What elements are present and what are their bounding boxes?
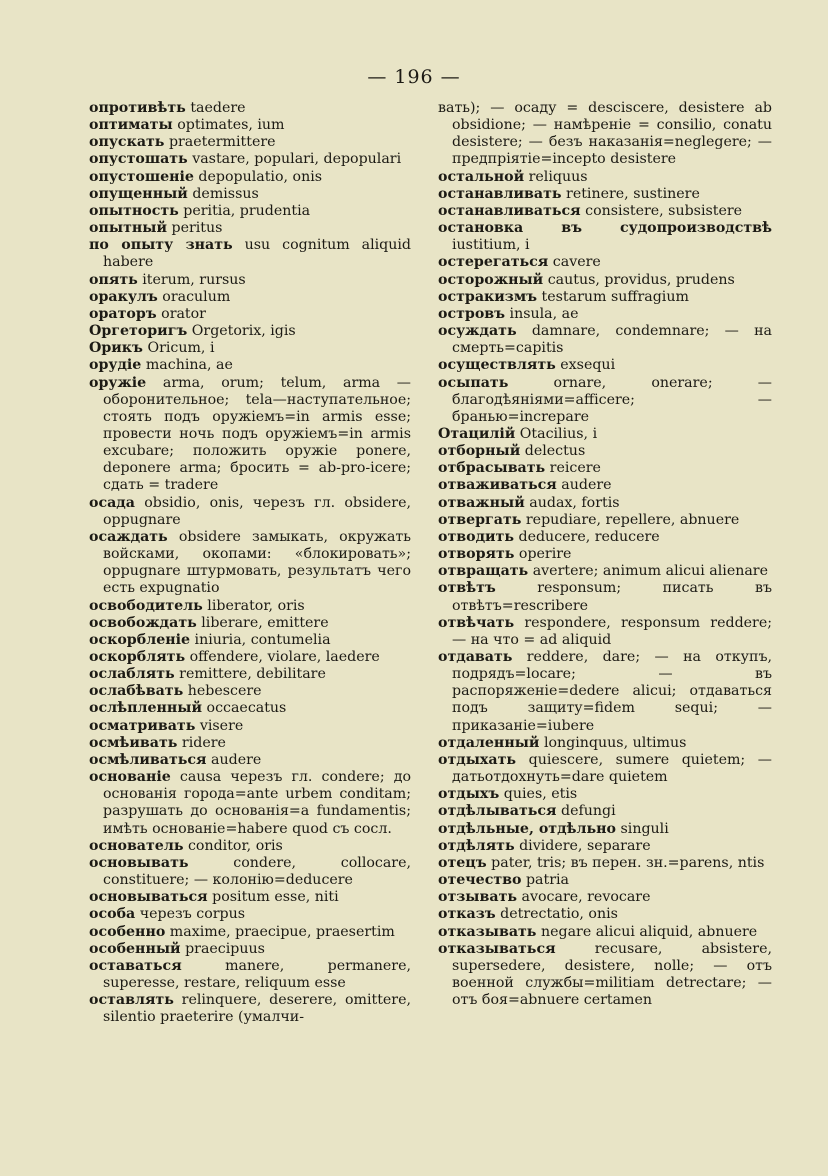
entry-headword: отдѣлять [438, 837, 515, 854]
entry-headword: отдыхать [438, 751, 517, 768]
entry-translation: exsequi [555, 357, 616, 374]
entry-headword: особа [89, 906, 136, 923]
dictionary-entry [438, 375, 772, 426]
entry-translation: hebescere [183, 683, 262, 700]
entry-translation: defungi [556, 803, 616, 820]
dictionary-entry [438, 357, 772, 374]
dictionary-entry [89, 649, 411, 666]
dictionary-entry [438, 786, 772, 803]
entry-headword: основаніе [89, 769, 171, 786]
entry-translation: longinquus, ultimus [539, 734, 687, 751]
entry-headword: остановка въ судопроизводствѣ [438, 220, 772, 237]
dictionary-entry [89, 495, 411, 529]
dictionary-entry [89, 289, 411, 306]
dictionary-entry [89, 958, 411, 992]
dictionary-entry [89, 529, 411, 598]
dictionary-entry [438, 941, 772, 1010]
entry-headword: Оргеторигъ [89, 323, 188, 340]
entry-translation: cavere [548, 254, 601, 271]
entry-translation: manere, permanere, superesse, restare, reliquum esse [103, 957, 411, 991]
entry-headword: осторожный [438, 271, 544, 288]
dictionary-entry [438, 272, 772, 289]
entry-headword: ораторъ [89, 305, 157, 322]
entry-headword: ослабѣвать [89, 683, 184, 700]
entry-headword: оружіе [89, 374, 147, 391]
entry-translation: arma, orum; telum, arma —оборонительное; tela—наступательное; стоять подъ оружіемъ=in armis esse; провести ночь подъ оружіемъ=in armis excubare; положить оружіе ponere, deponere arma; бросить = ab-pro-icere; сдать = tradere [103, 374, 411, 494]
entry-headword: отбрасывать [438, 460, 546, 477]
entry-headword: оскорблять [89, 649, 186, 665]
dictionary-entry [438, 289, 772, 306]
dictionary-entry [438, 563, 772, 580]
entry-headword: осмѣливаться [89, 751, 207, 768]
dictionary-entry [438, 580, 772, 614]
entry-headword: остракизмъ [438, 288, 538, 305]
entry-translation: optimates, ium [172, 117, 285, 134]
entry-translation: quiescere, sumere quietem; —датьотдохнуть=dare quietem [452, 751, 772, 786]
dictionary-entry [438, 615, 772, 649]
dictionary-entry [89, 357, 411, 374]
dictionary-entry [438, 186, 772, 203]
entry-headword: особенно [89, 923, 166, 940]
entry-translation: iniuria, contumelia [190, 631, 331, 648]
entry-headword: оставлять [89, 992, 174, 1009]
dictionary-entry [438, 546, 772, 563]
entry-translation: deducere, reducere [513, 528, 660, 545]
dictionary-entry [438, 529, 772, 546]
entry-headword: осада [89, 494, 135, 511]
entry-headword: опротивѣть [89, 100, 186, 116]
entry-translation: avocare, revocare [517, 889, 651, 906]
entry-headword: осыпать [438, 374, 509, 391]
entry-headword: опытный [89, 220, 167, 237]
entry-translation: iterum, rursus [137, 271, 246, 288]
entry-translation: positum esse, niti [207, 889, 339, 906]
entry-headword: остерегаться [438, 254, 549, 271]
entry-headword: осматривать [89, 717, 196, 734]
entry-translation: singuli [616, 820, 669, 837]
entry-translation: detrectatio, onis [495, 906, 618, 923]
entry-translation: вать); — осаду = desciscere, desistere ab obsidione; — намѣреніе = consilio, conatu desistere; — безъ наказанія=neglegere; — предпріятіе=incepto desistere [438, 100, 772, 168]
entry-translation: insula, ae [505, 305, 579, 322]
entry-translation: ridere [177, 734, 226, 751]
entry-headword: отдыхъ [438, 786, 500, 803]
entry-headword: отечество [438, 872, 522, 889]
entry-headword: опущенный [89, 185, 188, 202]
entry-translation: delectus [520, 443, 586, 460]
entry-translation: offendere, violare, laedere [185, 649, 380, 665]
entry-translation: peritia, prudentia [178, 202, 311, 219]
entry-headword: ослѣпленный [89, 700, 203, 717]
dictionary-entry [89, 323, 411, 340]
dictionary-entry [438, 443, 772, 460]
dictionary-entry [438, 306, 772, 323]
entry-translation: depopulatio, onis [193, 168, 323, 185]
entry-headword: отборный [438, 443, 521, 460]
entry-translation: respondere, responsum reddere; — на что = ad aliquid [452, 614, 772, 648]
entry-headword: отвѣтъ [438, 580, 496, 597]
entry-headword: отвергать [438, 511, 522, 528]
entry-headword: отводить [438, 528, 514, 545]
entry-headword: отвращать [438, 563, 529, 580]
entry-translation: operire [514, 546, 572, 563]
entry-headword: осуждать [438, 323, 517, 340]
dictionary-entry [438, 803, 772, 820]
entry-translation: taedere [185, 100, 246, 116]
entry-headword: основывать [89, 854, 189, 871]
dictionary-entry [89, 924, 411, 941]
entry-headword: орудіе [89, 357, 142, 374]
right-column [438, 100, 772, 1009]
entry-translation: maxime, praecipue, praesertim [165, 923, 395, 940]
entry-headword: осмѣивать [89, 734, 178, 751]
entry-headword: отзывать [438, 889, 518, 906]
entry-headword: отдѣлываться [438, 803, 557, 820]
dictionary-entry [89, 855, 411, 889]
entry-translation: Oricum, i [142, 340, 215, 357]
entry-headword: освобождать [89, 614, 197, 631]
entry-headword: опускать [89, 134, 165, 151]
entry-translation: retinere, sustinere [561, 185, 700, 202]
entry-translation: obsidere замыкать, окружать войсками, окопами: «блокировать»; oppugnare штурмовать, результатъ чего есть expugnatio [103, 528, 411, 597]
entry-translation: peritus [167, 220, 223, 237]
entry-translation: reddere, dare; — на откупъ, подрядъ=locare; — въ распоряженіе=dedere alicui; отдаваться подъ защиту=fidem sequi; — приказаніе=iubere [452, 649, 772, 734]
page-number: — 196 — [367, 66, 461, 88]
entry-translation: recusare, absistere, supersedere, desistere, nolle; — отъ военной службы=militiam detrectare; — отъ боя=abnuere certamen [452, 940, 772, 1009]
dictionary-entry [89, 100, 411, 117]
entry-headword: опустошать [89, 151, 188, 168]
dictionary-entry [438, 889, 772, 906]
dictionary-entry [89, 752, 411, 769]
dictionary-entry [438, 821, 772, 838]
dictionary-entry [438, 169, 772, 186]
entry-translation: obsidio, onis, черезъ гл. obsidere, oppugnare [103, 494, 411, 528]
entry-translation: relinquere, deserere, omittere, silentio praeterire (умалчи- [103, 992, 411, 1026]
dictionary-entry [89, 186, 411, 203]
entry-translation: visere [195, 717, 244, 734]
dictionary-entry [89, 117, 411, 134]
entry-translation: condere, collocare, constituere; — колонію=deducere [103, 854, 411, 889]
dictionary-entry [438, 924, 772, 941]
entry-headword: опять [89, 271, 138, 288]
entry-translation: orator [156, 305, 206, 322]
entry-headword: отецъ [438, 854, 487, 871]
entry-translation: repudiare, repellere, abnuere [521, 511, 740, 528]
entry-translation: usu cognitum aliquid habere [103, 237, 411, 271]
dictionary-entry [89, 666, 411, 683]
entry-translation: oraculum [157, 288, 231, 305]
entry-translation: черезъ corpus [135, 906, 246, 923]
entry-headword: опустошеніе [89, 168, 194, 185]
entry-translation: iustitium, i [452, 237, 530, 254]
dictionary-entry [438, 203, 772, 220]
entry-headword: островъ [438, 305, 506, 322]
dictionary-entry [89, 906, 411, 923]
entry-translation: demissus [187, 185, 259, 202]
entry-headword: основатель [89, 837, 184, 854]
dictionary-entry [438, 254, 772, 271]
entry-headword: ослаблять [89, 666, 175, 683]
entry-translation: conditor, oris [183, 837, 283, 854]
dictionary-entry [89, 992, 411, 1026]
dictionary-entry [89, 169, 411, 186]
dictionary-entry [438, 649, 772, 735]
entry-translation: responsum; писать въ отвѣтъ=rescribere [452, 580, 772, 614]
entry-translation: dividere, separare [514, 837, 651, 854]
entry-headword: отказываться [438, 940, 556, 957]
entry-headword: особенный [89, 940, 181, 957]
left-column [89, 100, 411, 1026]
dictionary-entry [89, 838, 411, 855]
dictionary-entry [89, 134, 411, 151]
entry-headword: отворять [438, 546, 515, 563]
entry-headword: Отацилій [438, 425, 516, 442]
entry-translation: Orgetorix, igis [187, 323, 296, 340]
dictionary-entry [89, 718, 411, 735]
entry-translation: negare alicui aliquid, abnuere [536, 923, 758, 940]
dictionary-entry [438, 460, 772, 477]
dictionary-entry [89, 220, 411, 237]
dictionary-entry [438, 100, 772, 169]
entry-headword: по опыту знать [89, 237, 233, 254]
dictionary-entry [89, 272, 411, 289]
entry-translation: praetermittere [164, 134, 276, 151]
entry-headword: останавливать [438, 185, 562, 202]
entry-translation: pater, tris; въ перен. зн.=parens, ntis [486, 854, 765, 871]
dictionary-entry [438, 220, 772, 254]
entry-translation: audere [206, 751, 262, 768]
entry-translation: testarum suffragium [537, 288, 689, 305]
entry-translation: occaecatus [202, 700, 287, 717]
entry-headword: отдѣльные, отдѣльно [438, 820, 616, 837]
dictionary-entry [438, 752, 772, 786]
entry-headword: оскорбленіе [89, 631, 191, 648]
entry-translation: machina, ae [141, 357, 233, 374]
dictionary-entry [438, 906, 772, 923]
entry-translation: cautus, providus, prudens [543, 271, 735, 288]
dictionary-entry [89, 735, 411, 752]
entry-headword: останавливаться [438, 202, 581, 219]
entry-headword: основываться [89, 889, 208, 906]
entry-headword: осаждать [89, 528, 168, 545]
entry-headword: отважный [438, 494, 525, 511]
dictionary-entry [89, 203, 411, 220]
entry-headword: остальной [438, 168, 525, 185]
entry-headword: оптиматы [89, 117, 173, 134]
entry-headword: оставаться [89, 957, 182, 974]
dictionary-entry [89, 340, 411, 357]
dictionary-entry [438, 512, 772, 529]
entry-translation: patria [521, 872, 569, 889]
entry-headword: осуществлять [438, 357, 556, 374]
dictionary-entry [438, 872, 772, 889]
entry-headword: отдавать [438, 649, 513, 665]
dictionary-entry [89, 683, 411, 700]
dictionary-entry [89, 375, 411, 495]
dictionary-entry [438, 477, 772, 494]
dictionary-entry [89, 769, 411, 838]
dictionary-entry [89, 632, 411, 649]
entry-translation: Otacilius, i [515, 425, 598, 442]
dictionary-entry [89, 237, 411, 271]
dictionary-entry [89, 598, 411, 615]
dictionary-entry [438, 735, 772, 752]
dictionary-entry [438, 323, 772, 357]
dictionary-entry [89, 306, 411, 323]
entry-translation: audax, fortis [524, 494, 620, 511]
entry-translation: reliquus [524, 168, 588, 185]
entry-headword: освободитель [89, 597, 203, 614]
entry-translation: damnare, condemnare; — на смерть=capitis [452, 323, 772, 357]
entry-headword: отвѣчать [438, 614, 515, 631]
dictionary-entry [438, 838, 772, 855]
entry-translation: consistere, subsistere [580, 202, 743, 219]
entry-translation: ornare, onerare; — благодѣяніями=afficere; — бранью=increpare [452, 374, 772, 425]
entry-translation: reicere [545, 460, 601, 477]
entry-headword: отдаленный [438, 734, 540, 751]
entry-translation: avertere; animum alicui alienare [528, 563, 768, 580]
entry-translation: praecipuus [180, 940, 265, 957]
dictionary-entry [89, 151, 411, 168]
entry-headword: отваживаться [438, 477, 557, 494]
entry-headword: Орикъ [89, 340, 143, 357]
dictionary-entry [438, 855, 772, 872]
dictionary-entry [89, 700, 411, 717]
dictionary-entry [89, 941, 411, 958]
entry-translation: remittere, debilitare [174, 666, 326, 683]
entry-translation: liberare, emittere [196, 614, 329, 631]
dictionary-entry [438, 426, 772, 443]
dictionary-entry [438, 495, 772, 512]
dictionary-entry [89, 889, 411, 906]
entry-translation: liberator, oris [202, 597, 305, 614]
entry-headword: отказывать [438, 923, 537, 940]
dictionary-entry [89, 615, 411, 632]
entry-translation: audere [556, 477, 612, 494]
entry-headword: опытность [89, 202, 179, 219]
entry-translation: quies, etis [499, 786, 578, 803]
entry-translation: causa черезъ гл. condere; до основанія города=ante urbem conditam; разрушать до основанія=a fundamentis; имѣть основаніе=habere quod съ сосл. [103, 769, 411, 837]
entry-headword: оракулъ [89, 288, 158, 305]
entry-headword: отказъ [438, 906, 496, 923]
entry-translation: vastare, populari, depopulari [187, 151, 402, 168]
